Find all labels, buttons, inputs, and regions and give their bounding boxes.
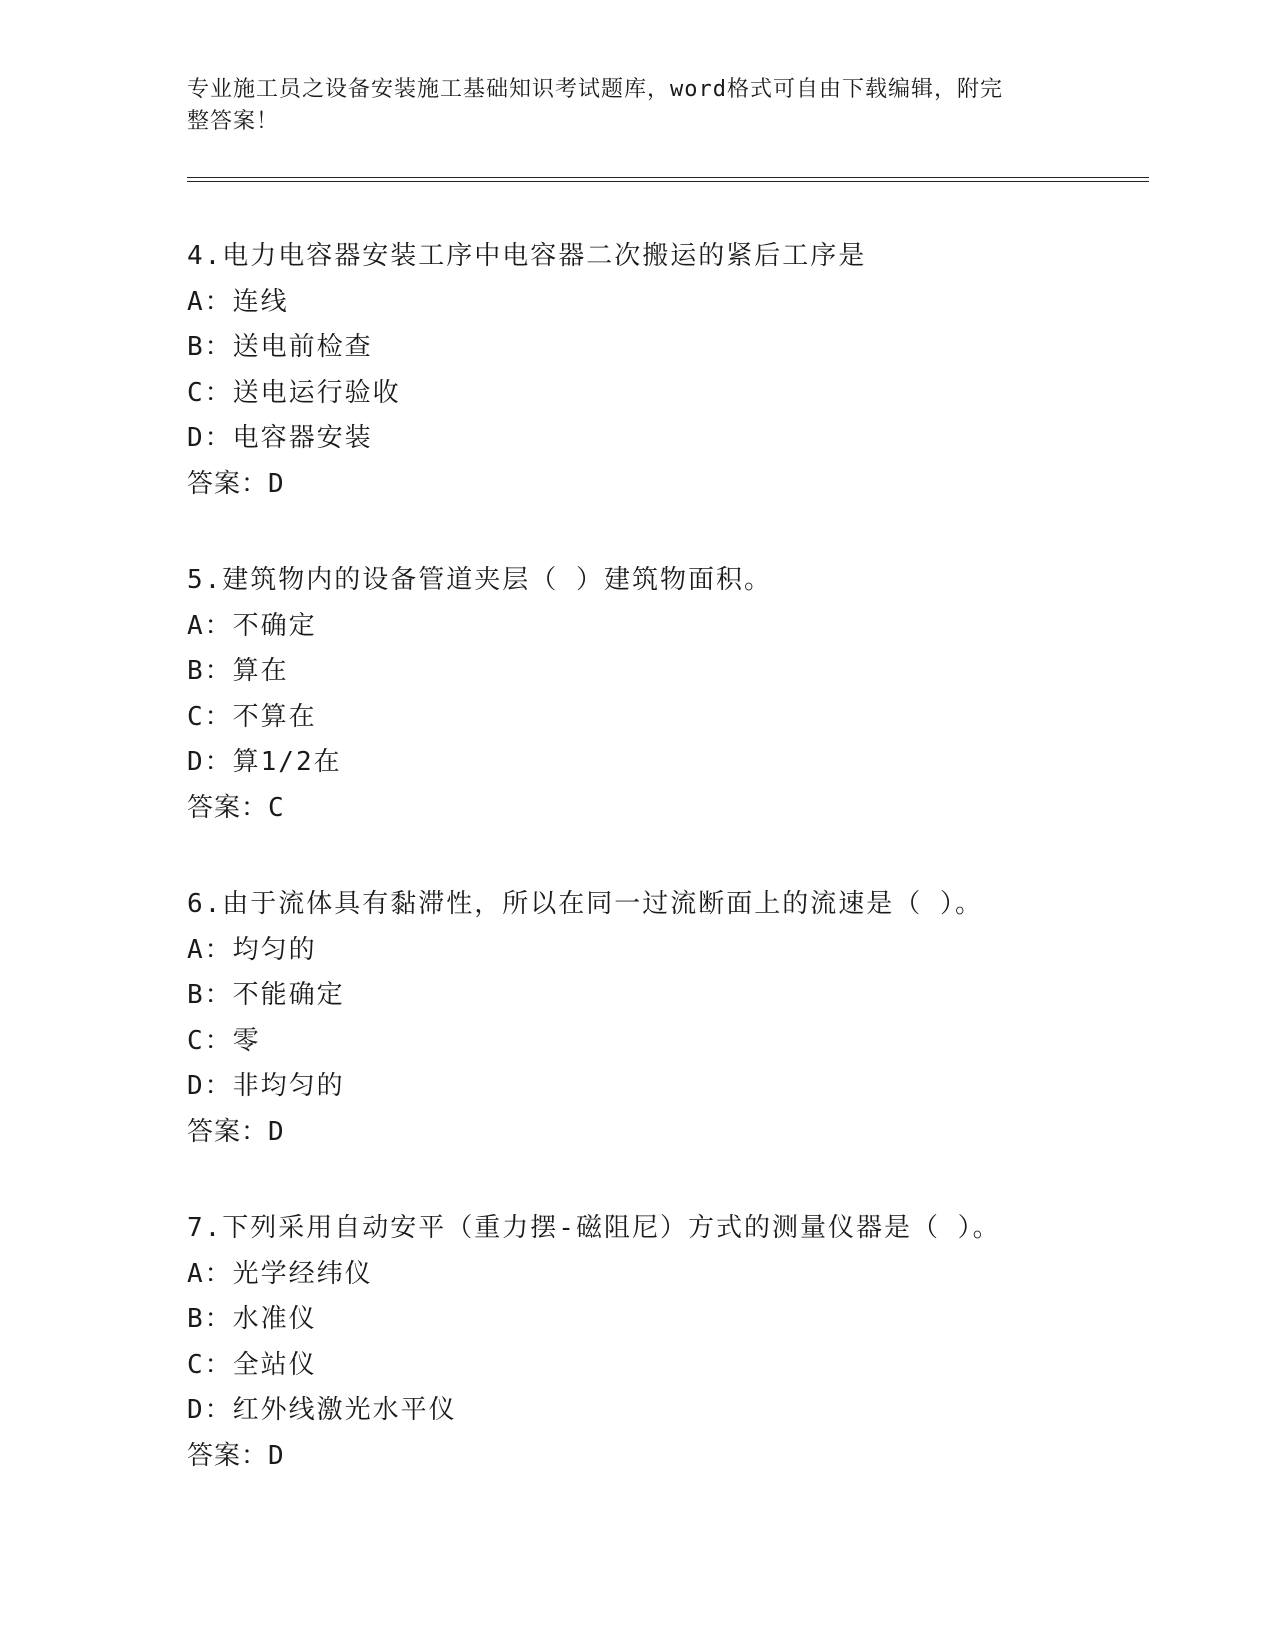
question-6 xyxy=(187,882,1147,1155)
question-7 xyxy=(187,1206,1147,1479)
option-b: B：水准仪 xyxy=(187,1304,317,1334)
option-c: C：全站仪 xyxy=(187,1349,317,1380)
option-b: B：送电前检查 xyxy=(187,332,373,362)
question-stem: 5.建筑物内的设备管道夹层（ ）建筑物面积。 xyxy=(187,565,772,595)
option-b: B：不能确定 xyxy=(187,980,345,1010)
question-stem: 7.下列采用自动安平（重力摆-磁阻尼）方式的测量仪器是（ ）。 xyxy=(187,1213,1001,1243)
option-a: A：连线 xyxy=(187,286,289,317)
question-list xyxy=(187,234,1147,1530)
question-stem: 6.由于流体具有黏滞性，所以在同一过流断面上的流速是（ ）。 xyxy=(187,889,983,919)
option-a: A：光学经纬仪 xyxy=(187,1258,373,1289)
document-header xyxy=(187,74,1087,138)
answer-line: 答案：D xyxy=(187,1440,285,1471)
question-5 xyxy=(187,558,1147,831)
option-a: A：不确定 xyxy=(187,610,317,641)
option-c: C：送电运行验收 xyxy=(187,377,401,408)
question-stem: 4.电力电容器安装工序中电容器二次搬运的紧后工序是 xyxy=(187,241,867,271)
answer-line: 答案：C xyxy=(187,792,285,823)
option-d: D：红外线激光水平仪 xyxy=(187,1395,457,1425)
answer-line: 答案：D xyxy=(187,1116,285,1147)
option-a: A：均匀的 xyxy=(187,934,317,965)
header-double-rule xyxy=(187,177,1149,182)
option-b: B：算在 xyxy=(187,656,289,686)
header-line-2: 整答案！ xyxy=(187,109,280,134)
option-d: D：算1/2在 xyxy=(187,747,342,777)
answer-line: 答案：D xyxy=(187,468,285,499)
option-d: D：非均匀的 xyxy=(187,1071,345,1101)
header-line-1: 专业施工员之设备安装施工基础知识考试题库，word格式可自由下载编辑，附完 xyxy=(187,77,1003,102)
option-d: D：电容器安装 xyxy=(187,423,373,453)
question-4 xyxy=(187,234,1147,507)
option-c: C：零 xyxy=(187,1025,261,1056)
option-c: C：不算在 xyxy=(187,701,317,732)
